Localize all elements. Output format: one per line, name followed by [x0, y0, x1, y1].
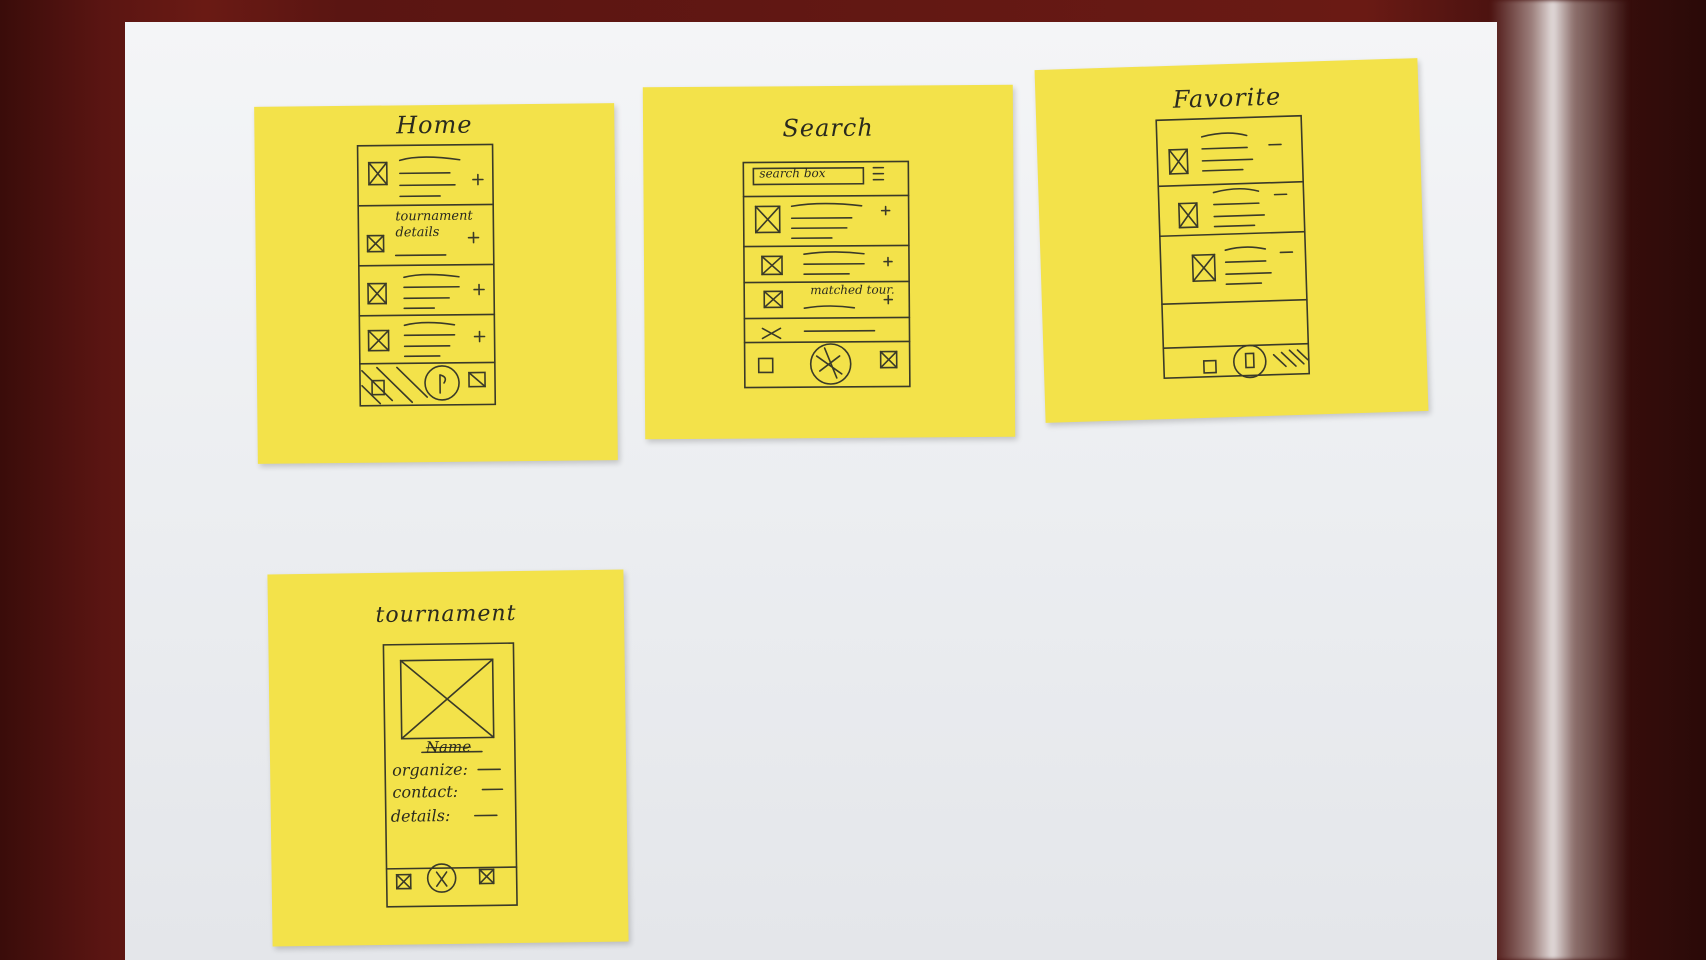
favorite-title: Favorite [1172, 82, 1282, 114]
home-wireframe [254, 103, 618, 464]
tournament-wireframe [267, 570, 628, 947]
tournament-contact-label: contact: [392, 781, 459, 802]
tournament-details-label: details: [390, 805, 451, 826]
home-item-label: tournament details [395, 208, 473, 241]
search-item-label: matched tour. [810, 282, 895, 298]
sticky-note-tournament [267, 570, 628, 947]
sticky-note-favorite [1035, 58, 1429, 423]
tournament-organizer-label: organize: [392, 759, 469, 780]
tournament-name-label: Name [425, 737, 472, 757]
search-box-label: search box [759, 166, 826, 181]
sticky-note-home [254, 103, 618, 464]
search-wireframe [643, 85, 1015, 440]
search-title: Search [782, 113, 874, 143]
home-title: Home [396, 110, 473, 140]
table-reflection [1490, 0, 1630, 960]
sticky-note-search [643, 85, 1015, 440]
tournament-title: tournament [375, 601, 517, 628]
favorite-wireframe [1035, 58, 1429, 423]
